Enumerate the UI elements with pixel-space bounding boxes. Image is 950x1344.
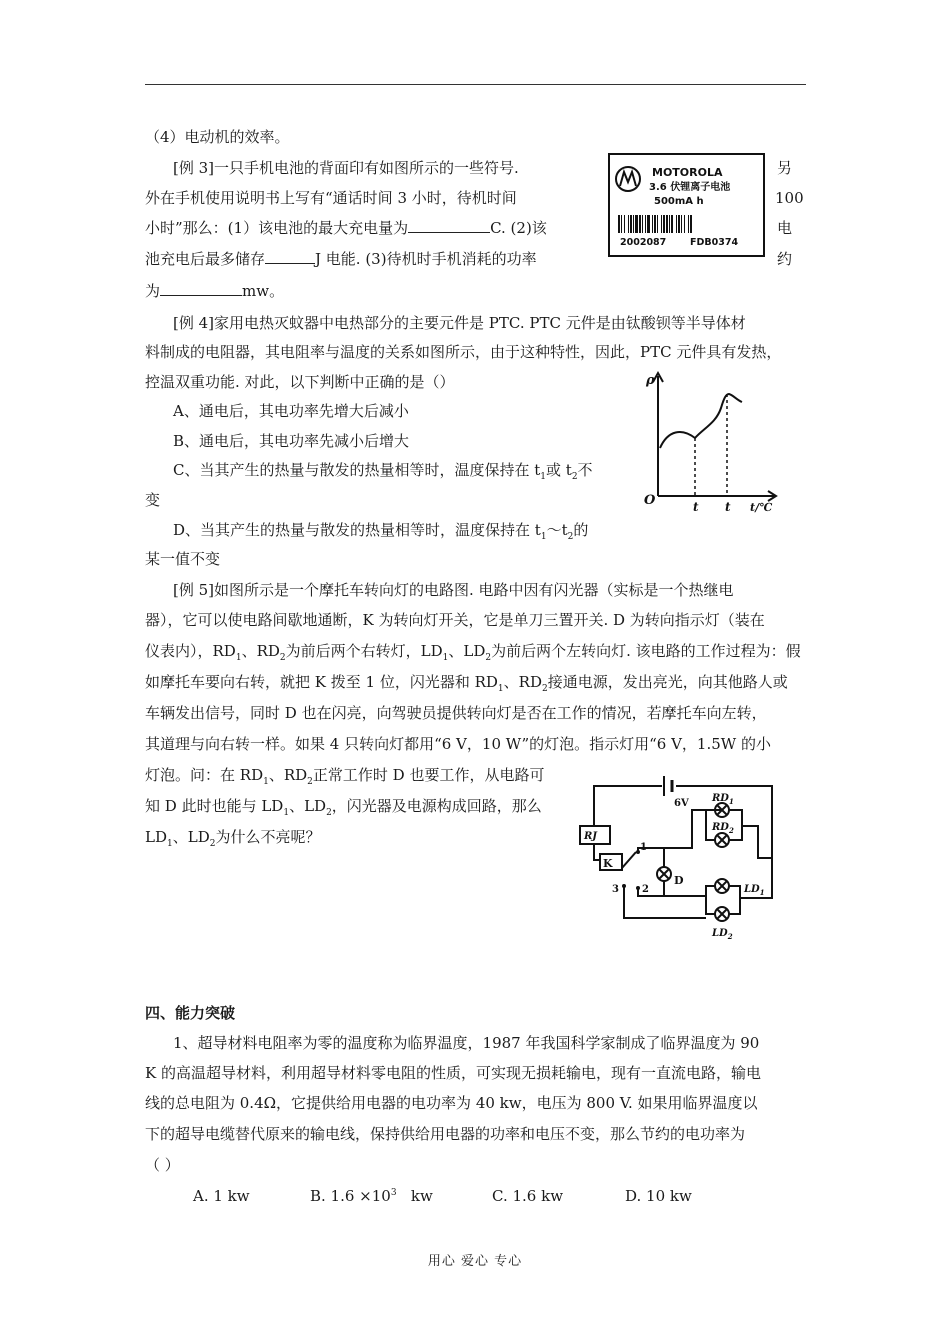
battery-serial-2: FDB0374 [690,237,739,248]
text-span: B. 1.6 ×10 [310,1187,391,1205]
subscript: 2 [485,653,492,663]
text-line [145,765,544,785]
text-span: 、LD [289,797,327,815]
barcode-bar [618,215,620,233]
text-line [145,218,547,238]
text-span: 仪表内），RD [145,642,236,660]
wire [729,886,740,914]
header-rule [145,84,806,85]
text-span: J 电能. (3)待机时手机消耗的功率 [315,250,537,268]
barcode-bar [642,215,643,233]
text-span: 、LD [448,642,486,660]
barcode-bar [639,215,641,233]
label-subscript: 2 [728,826,734,835]
page-footer: 用心 爱心 专心 [427,1254,523,1269]
label-ld2 [711,928,733,941]
turn-signal-circuit-diagram [572,768,782,944]
superscript: 3 [390,1188,397,1198]
subscript: 2 [567,532,574,542]
resistivity-curve [660,394,742,448]
text-span: 、LD [172,828,210,846]
text-line: 其道理与向右转一样。如果 4 只转向灯都用“6 V，10 W”的灯泡。指示灯用“6 V，1.5W 的小 [145,735,771,753]
barcode-bar [678,215,680,233]
text-span: 如摩托车要向右转，就把 K 拨至 1 位，闪光器和 RD [145,673,498,691]
text-span: 或 t [546,461,572,479]
wire [638,886,715,896]
t2-label: t [725,500,731,514]
option-d [173,520,588,540]
wire [706,896,715,914]
text-line: 某一值不变 [145,550,221,568]
battery-brand: MOTOROLA [652,166,723,179]
wire [594,786,662,826]
text-line: 100 [775,189,804,207]
barcode-bar [635,215,638,233]
label-text: LD [712,928,728,939]
barcode-bar [663,215,665,233]
text-span: ，闪光器及电源构成回路，那么 [331,797,542,815]
battery-serial-1: 2002087 [620,237,667,248]
barcode-bar [645,215,646,233]
label-k: K [603,857,613,870]
label-text: LD [744,884,760,895]
answer-parentheses: （ ） [145,1156,180,1174]
choice-d[interactable]: D. 10 kw [625,1187,692,1205]
barcode-bar [624,215,625,233]
text-span: 池充电后最多储存 [145,250,266,268]
text-line [145,827,320,847]
text-line: [例 3]一只手机电池的背面印有如图所示的一些符号. [173,159,519,177]
subscript: 1 [235,653,242,663]
text-span: 、RD [268,766,308,784]
label-subscript: 2 [727,932,733,941]
text-line: 另 [777,159,793,177]
text-span: 为前后两个左转向灯. 该电路的工作过程为：假 [491,642,801,660]
answer-blank[interactable] [160,281,242,296]
text-line [145,281,284,301]
text-line: 控温双重功能. 对此，以下判断中正确的是（） [145,373,455,391]
text-line: [例 5]如图所示是一个摩托车转向灯的电路图. 电路中因有闪光器（实标是一个热继电 [173,581,734,599]
text-span: 不 [577,461,593,479]
subscript: 2 [571,472,578,482]
text-span: 正常工作时 D 也要工作，从电路可 [312,766,545,784]
text-span: 的 [573,521,589,539]
y-axis-label: ρ [646,373,655,388]
terminal-3 [622,884,626,888]
x-axis-label: t/℃ [750,501,773,514]
text-span: 为 [145,282,161,300]
option-c [173,460,593,480]
label-text: RD [712,793,729,804]
option-a: A、通电后，其电功率先增大后减小 [173,402,409,420]
subscript: 2 [541,684,548,694]
option-b: B、通电后，其电功率先减小后增大 [173,432,410,450]
text-line [145,796,542,816]
text-span: kw [410,1187,433,1205]
label-d: D [674,874,684,887]
label-text: RD [712,822,729,833]
barcode-bar [669,215,670,233]
switch-blade [622,852,636,868]
text-line [145,249,537,269]
barcode-bar [652,215,653,233]
label-subscript: 1 [728,797,734,806]
barcode-bar [688,215,689,233]
text-span: LD [145,828,167,846]
text-line: 变 [145,491,161,509]
choice-c[interactable]: C. 1.6 kw [492,1187,564,1205]
label-ld1 [743,884,765,897]
choice-a[interactable]: A. 1 kw [193,1187,250,1205]
subscript: 1 [167,839,173,849]
text-line: 车辆发出信号，同时 D 也在闪亮，向驾驶员提供转向灯是否在工作的情况，若摩托车向左转， [145,704,767,722]
text-line: K 的高温超导材料，利用超导材料零电阻的性质，可实现无损耗输电，现有一直流电路，输电 [145,1064,761,1082]
battery-label-figure [608,153,765,257]
text-line: （4）电动机的效率。 [145,128,290,146]
text-line: 线的总电阻为 0.4Ω，它提供给用电器的电功率为 40 kw，电压为 800 V. 如果用临界温度以 [145,1094,758,1112]
text-line: 下的超导电缆替代原来的输电线，保持供给用电器的功率和电压不变，那么节约的电功率为 [145,1125,746,1143]
wire [742,826,772,858]
text-line [145,672,788,692]
ptc-resistivity-graph [642,368,782,518]
subscript: 2 [279,653,286,663]
text-span: 小时”那么：(1）该电池的最大充电量为 [145,219,409,237]
barcode-bar [657,215,658,233]
text-line: 约 [777,250,793,268]
barcode-bar [690,215,692,233]
barcode-bar [628,215,629,233]
text-span: D、当其产生的热量与散发的热量相等时，温度保持在 t [173,521,541,539]
text-span: C、当其产生的热量与散发的热量相等时，温度保持在 t [173,461,541,479]
text-span: 、RD [241,642,280,660]
barcode-bar [684,215,685,233]
barcode-bar [647,215,650,233]
text-span: ～t [546,521,568,539]
barcode-bar [676,215,677,233]
subscript: 1 [283,808,290,818]
barcode-bar [630,215,632,233]
text-line: 1、超导材料电阻率为零的温度称为临界温度，1987 年我国科学家制成了临界温度为 90 [173,1034,760,1052]
label-subscript: 1 [759,888,765,897]
t1-label: t [693,500,699,514]
subscript: 1 [540,532,547,542]
barcode-bar [661,215,662,233]
subscript: 2 [307,777,313,787]
wire [729,810,742,840]
origin-label: O [644,493,656,508]
label-position-2: 2 [642,884,649,895]
barcode-bar [654,215,656,233]
subscript: 1 [442,653,449,663]
wire [638,810,722,852]
text-line: 料制成的电阻器，其电阻率与温度的关系如图所示，由于这种特性，因此，PTC 元件具有发热， [145,343,782,361]
answer-blank[interactable] [265,249,315,264]
barcode-bar [681,215,682,233]
label-position-3: 3 [612,884,619,895]
subscript: 2 [209,839,216,849]
battery-spec: 3.6 伏锂离子电池 [649,182,731,193]
barcode-bar [621,215,622,233]
text-span: C. (2)该 [490,219,547,237]
text-span: 、RD [503,673,542,691]
choice-b[interactable] [310,1186,433,1206]
barcode-bar [666,215,668,233]
subscript: 1 [497,684,504,694]
label-rd1 [711,793,734,806]
label-position-1: 1 [640,842,647,853]
text-span: 为什么不亮呢？ [215,828,321,846]
text-span: mw。 [242,282,285,300]
text-span: 知 D 此时也能与 LD [145,797,284,815]
barcode-bar [633,215,634,233]
text-span: 接通电源，发出亮光，向其他路人或 [547,673,788,691]
subscript: 1 [540,472,547,482]
battery-capacity: 500mA h [654,196,704,207]
text-span: 为前后两个右转灯，LD [285,642,443,660]
text-line: [例 4]家用电热灭蚊器中电热部分的主要元件是 PTC. PTC 元件是由钛酸钡等半导体材 [173,314,746,332]
text-line: 外在手机使用说明书上写有“通话时间 3 小时，待机时间 [145,189,517,207]
answer-blank[interactable] [408,218,490,233]
label-battery-voltage: 6V [674,798,689,809]
label-rj: RJ [584,831,598,842]
text-line: 电 [777,219,793,237]
text-line: 器），它可以使电路间歇地通断，K 为转向灯开关，它是单刀三置开关. D 为转向指示灯（装在 [145,611,765,629]
section-heading: 四、能力突破 [145,1004,236,1022]
terminal-2 [636,886,640,890]
text-span: 灯泡。问：在 RD [145,766,264,784]
barcode-bar [671,215,673,233]
subscript: 2 [326,808,332,818]
text-line [145,641,801,661]
subscript: 1 [263,777,269,787]
